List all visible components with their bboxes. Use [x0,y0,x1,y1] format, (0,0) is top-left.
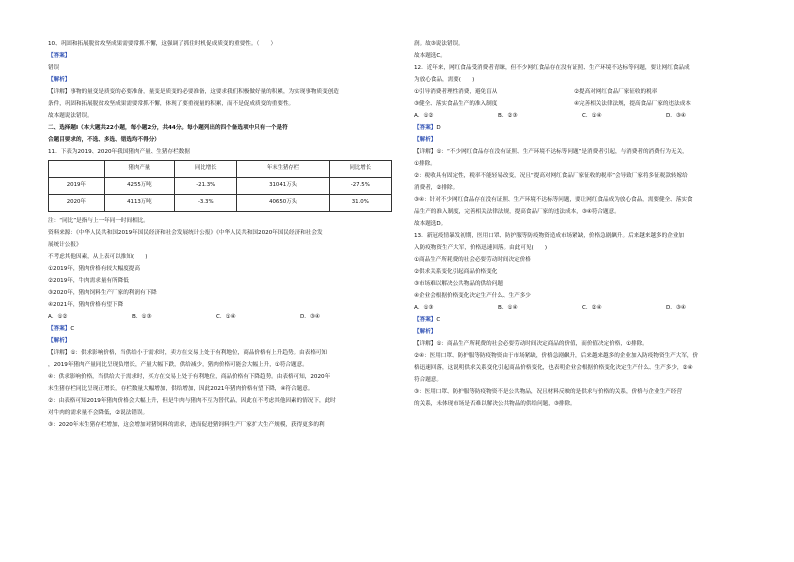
table-cell: 4255万吨 [104,178,174,195]
q11-analysis-line [48,335,398,347]
section-heading: 合题目要求的，不选、多选、错选均不得分） [48,137,160,143]
table-cell: -3.3% [175,195,237,212]
q13-stem: 13．新冠疫情暴发初期，医用口罩、防护服等防疫物资造成市场紧缺，价格急剧飙升。后来越来越多的企业加 [414,233,685,239]
q11-conclusion: 故本题选C。 [414,53,446,59]
table-cell: -21.3% [175,178,237,195]
q11-source: 展统计公报》 [48,242,82,248]
q11-stem: 11．下表为2019、2020年我国猪肉产量、生猪存栏数据 [48,149,190,155]
q10-detail: 条件，巩固和拓展脱贫攻坚成果需要常抓不懈，体现了要重视量的积累，而不是促成质变的重要性。 [48,101,295,107]
option-b: B．①③ [132,314,152,320]
q12-item: ①引导消费者理性消费，避免盲从 [414,89,498,95]
q13-options [414,302,754,314]
answer-tag: 【答案】 [48,53,71,59]
option-a: A．①③ [414,305,434,311]
q12-item: ④完善相关法律法规，提高食品厂家的违法成本 [574,101,691,107]
table-row [49,178,392,195]
option-a: A．①② [414,113,434,119]
q12-detail: ③④：针对不少网红食品存在没有证照、生产环境不达标等问题，要让网红食品成为放心食品，需要健全、落实食 [414,197,693,203]
q13-answer: C [436,317,441,323]
right-column [414,38,754,410]
q10-detail: 【详解】事物的量变是质变的必要准备，量变是质变的必要准备，这要求我们积极做好量的积累，为实现事物质变创造 [48,89,339,95]
table-header-cell: 年末生猪存栏 [237,161,329,178]
table-header-cell: 同比增长 [175,161,237,178]
q12-answer: D [436,125,441,131]
q13-detail: 【详解】①：商品生产所耗费的社会必要劳动时间决定商品的价值，而价值决定价格，①排除。 [414,341,648,347]
option-b: B．②③ [498,113,518,119]
q11-item: ②2019年，牛肉需求量有所降低 [48,278,129,284]
q13-item: ④企业会根据价格变化决定生产什么、生产多少 [414,293,531,299]
q13-detail: 符合题意。 [414,377,442,383]
q13-item: ①商品生产所耗费的社会必要劳动时间决定价格 [414,257,531,263]
q11-detail: 【详解】①：供求影响价格，当供给小于需求时，卖方在交易上处于有利地位，商品价格有上升趋势。由表格可知 [48,350,328,356]
q10-answer-line [48,50,398,62]
option-d: D．③④ [666,113,686,119]
q10-analysis-line [48,74,398,86]
q13-detail: 格迅速回落，这说明供求关系变化引起商品价格变化，也表明企业会根据价格变化决定生产什么、生产多少，②④ [414,365,693,371]
table-cell: 4113万吨 [104,195,174,212]
q12-item: ③健全、落实食品生产的准入制度 [414,101,498,107]
q13-item: ③市场难以解决公共物品的供给问题 [414,281,503,287]
analysis-tag: 【解析】 [414,137,437,143]
q13-detail: ②④：医用口罩、防护服等防疫物资由于市场紧缺，价格急剧飙升，后来越来越多的企业加入防疫物资生产大军，价 [414,353,699,359]
option-c: C．②④ [582,305,602,311]
option-a: A．①② [48,314,68,320]
q11-detail: 对牛肉的需求量不会降低，②说法错误。 [48,410,149,416]
table-cell: 40650万头 [237,195,329,212]
table-cell: 31041万头 [237,178,329,195]
q11-detail: ，2019年猪肉产量同比呈现负增长，产量大幅下跌，供给减少，猪肉价格可能会大幅上升，①符合题意。 [48,362,308,368]
q12-answer-line [414,122,754,134]
option-c: C．①④ [582,113,602,119]
q13-detail: 的关系，未体现市场是否难以解决公共物品的供给问题，③排除。 [414,401,576,407]
q11-detail: ②：由表格可知2019年猪肉价格会大幅上升，但是牛肉与猪肉不互为替代品，因此在不考虑其他因素的情况下，此时 [48,398,336,404]
q11-item: ①2019年，猪肉价格有较大幅度提高 [48,266,140,272]
q11-note: 注：“同比”是指与上一年同一时间相比。 [48,218,149,224]
answer-tag: 【答案】 [48,326,71,332]
q12-detail: 【详解】①：“不少网红食品存在没有证照、生产环境不达标等问题”是消费者引起，与消费者的消费行为无关， [414,149,688,155]
answer-tag: 【答案】 [414,125,437,131]
q13-answer-line [414,314,754,326]
q12-analysis-line [414,134,754,146]
q12-stem: 12．近年来，网红食品受消费者青睐，但不少网红食品存在没有证照、生产环境不达标等问题，要让网红食品成 [414,65,690,71]
analysis-tag: 【解析】 [414,329,437,335]
q13-detail: ③：医用口罩、防护服等防疫物资不是公共物品，况且材料反映的是供求与价格的关系，价格与企业生产经营 [414,389,682,395]
q11-detail: 润。故③说法错误。 [414,41,464,47]
answer-tag: 【答案】 [414,317,437,323]
q11-prompt: 不考虑其他因素，从上表可以推知( ) [48,254,148,260]
q12-stem: 为放心食品，需要( ) [414,77,475,83]
analysis-tag: 【解析】 [48,77,71,83]
q12-items [414,98,754,110]
q12-detail: ①排除。 [414,161,436,167]
q11-answer: C [70,326,75,332]
q11-source: 资料来源：《中华人民共和国2019年国民经济和社会发展统计公报》《中华人民共和国2020年国民经济和社会发 [48,230,323,236]
q11-answer-line [48,323,398,335]
left-column [48,38,398,431]
q13-item: ②供求关系变化引起商品价格变化 [414,269,498,275]
q13-analysis-line [414,326,754,338]
section-heading: 二、选择题Ⅰ（本大题共22小题，每小题2分，共44分。每小题列出的四个备选项中只有一个是符 [48,125,288,131]
q13-stem: 入防疫物资生产大军，价格迅速回落。由此可见( ) [414,245,548,251]
q11-detail: 末生猪存栏同比呈现正增长，存栏数量大幅增加，供给增加，因此2021年猪肉价格有望下降，④符合题意。 [48,386,314,392]
table-cell: 2019年 [49,178,105,195]
option-d: D．③④ [666,305,686,311]
table-cell: 2020年 [49,195,105,212]
option-d: D．③④ [300,314,320,320]
q12-detail: 品生产的准入制度，完善相关法律法规，提高食品厂家的违法成本，③④符合题意。 [414,209,620,215]
table-header-cell: 猪肉产量 [104,161,174,178]
q11-item: ④2021年，猪肉价格有望下降 [48,302,124,308]
q12-item: ②提高对网红食品厂家征收的税率 [574,89,658,95]
table-header-cell: 同比增长 [329,161,391,178]
q12-detail: ②：税收具有固定性，税率不能轻易改变，况且“提高对网红食品厂家征收的税率”会导致厂家将多征税款转嫁给 [414,173,688,179]
q10-conclusion: 故本题说法错误。 [48,113,93,119]
option-b: B．①④ [498,305,518,311]
q12-items [414,86,754,98]
option-c: C．①④ [216,314,236,320]
table-row [49,195,392,212]
table-header-cell [49,161,105,178]
q11-options [48,311,398,323]
table-header-row [49,161,392,178]
q10-answer: 错误 [48,65,60,71]
q11-data-table [48,160,392,212]
table-cell: 31.0% [329,195,391,212]
q11-detail: ③：2020年末生猪存栏增加，这会增加对猪饲料的需求，进而促进猪饲料生产厂家扩大生产规模，获得更多的利 [48,422,325,428]
table-cell: -27.5% [329,178,391,195]
q11-item: ③2020年，猪肉饲料生产厂家的利润有下降 [48,290,157,296]
q12-conclusion: 故本题选D。 [414,221,447,227]
analysis-tag: 【解析】 [48,338,71,344]
q11-detail: ④：供求影响价格，当供给大于需求时，买方在交易上处于有利地位，商品价格有下降趋势。由表格可知，2020年 [48,374,331,380]
q12-options [414,110,754,122]
q10-stem: 10、巩固和拓展脱贫攻坚成果需要常抓不懈，这强调了抓住时机促成质变的重要性。（ ） [48,41,277,47]
q12-detail: 消费者，②排除。 [414,185,459,191]
